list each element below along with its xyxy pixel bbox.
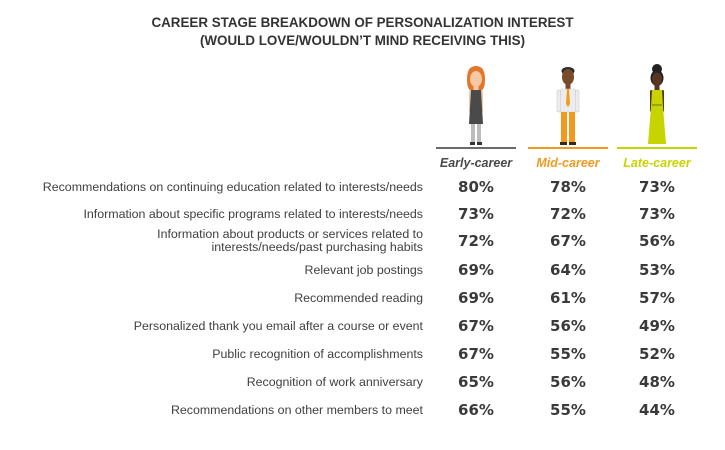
row-label-line: Recommendations on other members to meet	[170, 402, 423, 417]
value-cell: 73%	[639, 205, 675, 223]
value-cell: 44%	[639, 401, 675, 419]
mid-career-underline	[528, 147, 608, 149]
row-label	[0, 320, 423, 333]
row-label-line: Information about products or services related to	[157, 227, 423, 241]
value-cell: 67%	[458, 345, 494, 363]
value-cell: 55%	[550, 401, 586, 419]
column-header-mid-career: Mid-career	[536, 156, 600, 170]
value-cell: 53%	[639, 261, 675, 279]
value-cell: 72%	[550, 205, 586, 223]
row-label-line: Public recognition of accomplishments	[212, 346, 423, 361]
early-career-underline	[436, 147, 516, 149]
value-cell: 73%	[639, 178, 675, 196]
row-label	[0, 181, 423, 194]
row-label-line: Recognition of work anniversary	[246, 374, 423, 389]
early-career-woman-icon	[436, 62, 516, 147]
row-label-line: Personalized thank you email after a course or event	[133, 318, 423, 333]
value-cell: 56%	[550, 373, 586, 391]
value-cell: 80%	[458, 178, 494, 196]
value-cell: 56%	[550, 317, 586, 335]
value-cell: 49%	[639, 317, 675, 335]
row-label	[0, 264, 423, 277]
row-label-line: Relevant job postings	[304, 262, 423, 277]
value-cell: 67%	[550, 232, 586, 250]
value-cell: 67%	[458, 317, 494, 335]
mid-career-man-icon	[528, 62, 608, 147]
column-header-early-career: Early-career	[439, 156, 513, 170]
value-cell: 72%	[458, 232, 494, 250]
column-header-late-career: Late-career	[623, 156, 691, 170]
value-cell: 66%	[458, 401, 494, 419]
chart-title	[0, 14, 725, 50]
row-label	[0, 228, 423, 254]
value-cell: 61%	[550, 289, 586, 307]
row-label-line: Information about specific programs related to interests/needs	[83, 206, 423, 221]
late-career-underline	[617, 147, 697, 149]
value-cell: 52%	[639, 345, 675, 363]
value-cell: 56%	[639, 232, 675, 250]
row-label	[0, 376, 423, 389]
value-cell: 64%	[550, 261, 586, 279]
value-cell: 69%	[458, 289, 494, 307]
row-label	[0, 208, 423, 221]
row-label	[0, 292, 423, 305]
row-label-line: interests/needs/past purchasing habits	[211, 240, 423, 254]
chart-title-line-2: (WOULD LOVE/WOULDN’T MIND RECEIVING THIS)	[199, 33, 526, 48]
late-career-woman-icon	[617, 62, 697, 147]
chart-title-line-1: CAREER STAGE BREAKDOWN OF PERSONALIZATION INTEREST	[151, 15, 574, 30]
value-cell: 78%	[550, 178, 586, 196]
value-cell: 69%	[458, 261, 494, 279]
row-label-line: Recommended reading	[294, 290, 423, 305]
row-label	[0, 404, 423, 417]
value-cell: 55%	[550, 345, 586, 363]
value-cell: 57%	[639, 289, 675, 307]
value-cell: 65%	[458, 373, 494, 391]
value-cell: 48%	[639, 373, 675, 391]
row-label	[0, 348, 423, 361]
row-label-line: Recommendations on continuing education related to interests/needs	[42, 179, 423, 194]
value-cell: 73%	[458, 205, 494, 223]
